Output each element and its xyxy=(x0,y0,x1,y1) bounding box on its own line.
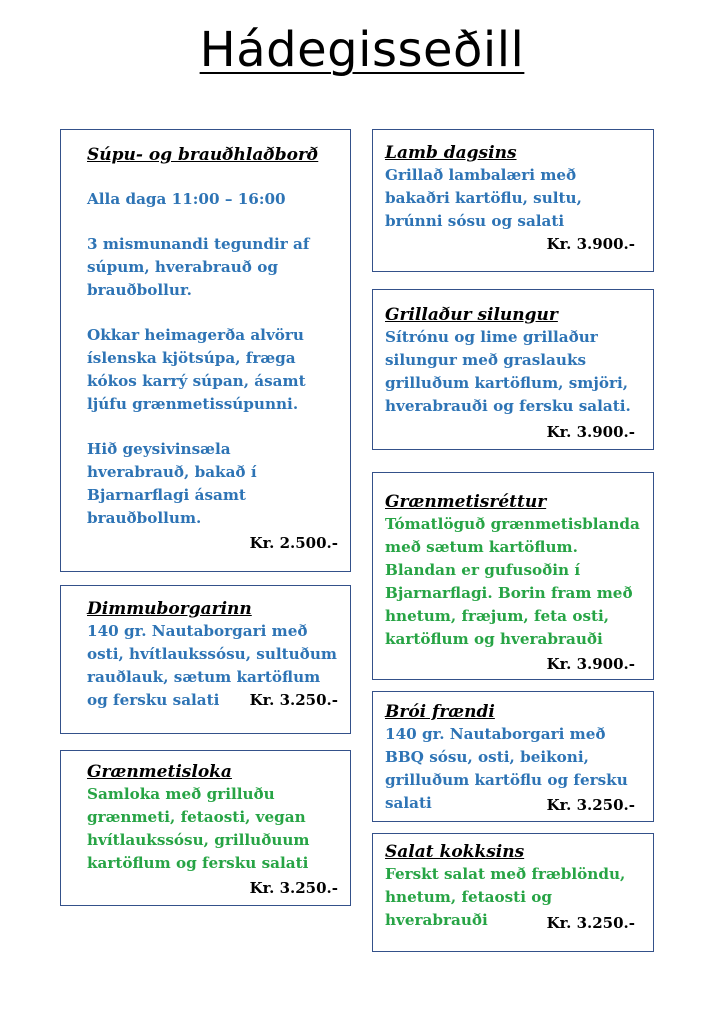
item-name: Grænmetisloka xyxy=(87,762,232,782)
item-name: Salat kokksins xyxy=(385,842,525,862)
item-description: 140 gr. Nautaborgari með BBQ sósu, osti, beikoni, grilluðum kartöflu og fersku salati xyxy=(385,725,628,812)
item-name: Grillaður silungur xyxy=(385,305,558,325)
item-name: Brói frændi xyxy=(385,702,495,722)
item-paragraph: Okkar heimagerða alvöru íslenska kjötsúpa, fræga kókos karrý súpan, ásamt ljúfu grænmetissúpunni. xyxy=(87,326,306,413)
menu-item-graenmetisrettur xyxy=(372,472,654,680)
item-description: Samloka með grilluðu grænmeti, fetaosti, vegan hvítlaukssósu, grilluðuum kartöflum og fersku salati xyxy=(87,785,310,872)
item-price: Kr. 3.900.- xyxy=(546,235,635,253)
item-name: Grænmetisréttur xyxy=(385,492,547,512)
item-paragraph: Alla daga 11:00 – 16:00 xyxy=(87,190,286,208)
item-description: 140 gr. Nautaborgari með osti, hvítlaukssósu, sultuðum rauðlauk, sætum kartöflum og fersku salati xyxy=(87,622,337,709)
item-name: Súpu- og brauðhlaðborð xyxy=(87,145,319,165)
item-price: Kr. 3.900.- xyxy=(546,655,635,673)
page-title: Hádegisseðill xyxy=(199,22,525,78)
item-paragraph: Hið geysivinsæla hverabrauð, bakað í Bjarnarflagi ásamt brauðbollum. xyxy=(87,440,257,527)
item-paragraph: 3 mismunandi tegundir af súpum, hverabrauð og brauðbollur. xyxy=(87,235,310,299)
item-price: Kr. 3.900.- xyxy=(546,423,635,441)
menu-item-grilladur-silungur xyxy=(372,289,654,450)
item-price: Kr. 3.250.- xyxy=(546,914,635,932)
item-description: Ferskt salat með fræblöndu, hnetum, fetaosti og hverabrauði xyxy=(385,865,626,929)
menu-item-lamb-dagsins xyxy=(372,129,654,272)
item-price: Kr. 3.250.- xyxy=(546,796,635,814)
item-price: Kr. 3.250.- xyxy=(249,879,338,897)
menu-item-broi-fraendi xyxy=(372,691,654,822)
item-name: Lamb dagsins xyxy=(385,143,517,163)
menu-item-soup-buffet xyxy=(60,129,351,572)
menu-item-dimmuborgarinn xyxy=(60,585,351,734)
item-price: Kr. 3.250.- xyxy=(249,691,338,709)
item-name: Dimmuborgarinn xyxy=(87,599,252,619)
item-description: Sítrónu og lime grillaður silungur með graslauks grilluðum kartöflum, smjöri, hverabrauði og fersku salati. xyxy=(385,328,631,415)
item-description: Grillað lambalæri með bakaðri kartöflu, sultu, brúnni sósu og salati xyxy=(385,166,582,230)
item-description xyxy=(87,188,338,530)
item-description: Tómatlöguð grænmetisblanda með sætum kartöflum. Blandan er gufusoðin í Bjarnarflagi. Borin fram með hnetum, fræjum, feta osti, kartöflum og hverabrauði xyxy=(385,515,640,648)
menu-item-salat-kokksins xyxy=(372,833,654,952)
menu-item-graenmetisloka xyxy=(60,750,351,906)
item-price: Kr. 2.500.- xyxy=(249,534,338,552)
